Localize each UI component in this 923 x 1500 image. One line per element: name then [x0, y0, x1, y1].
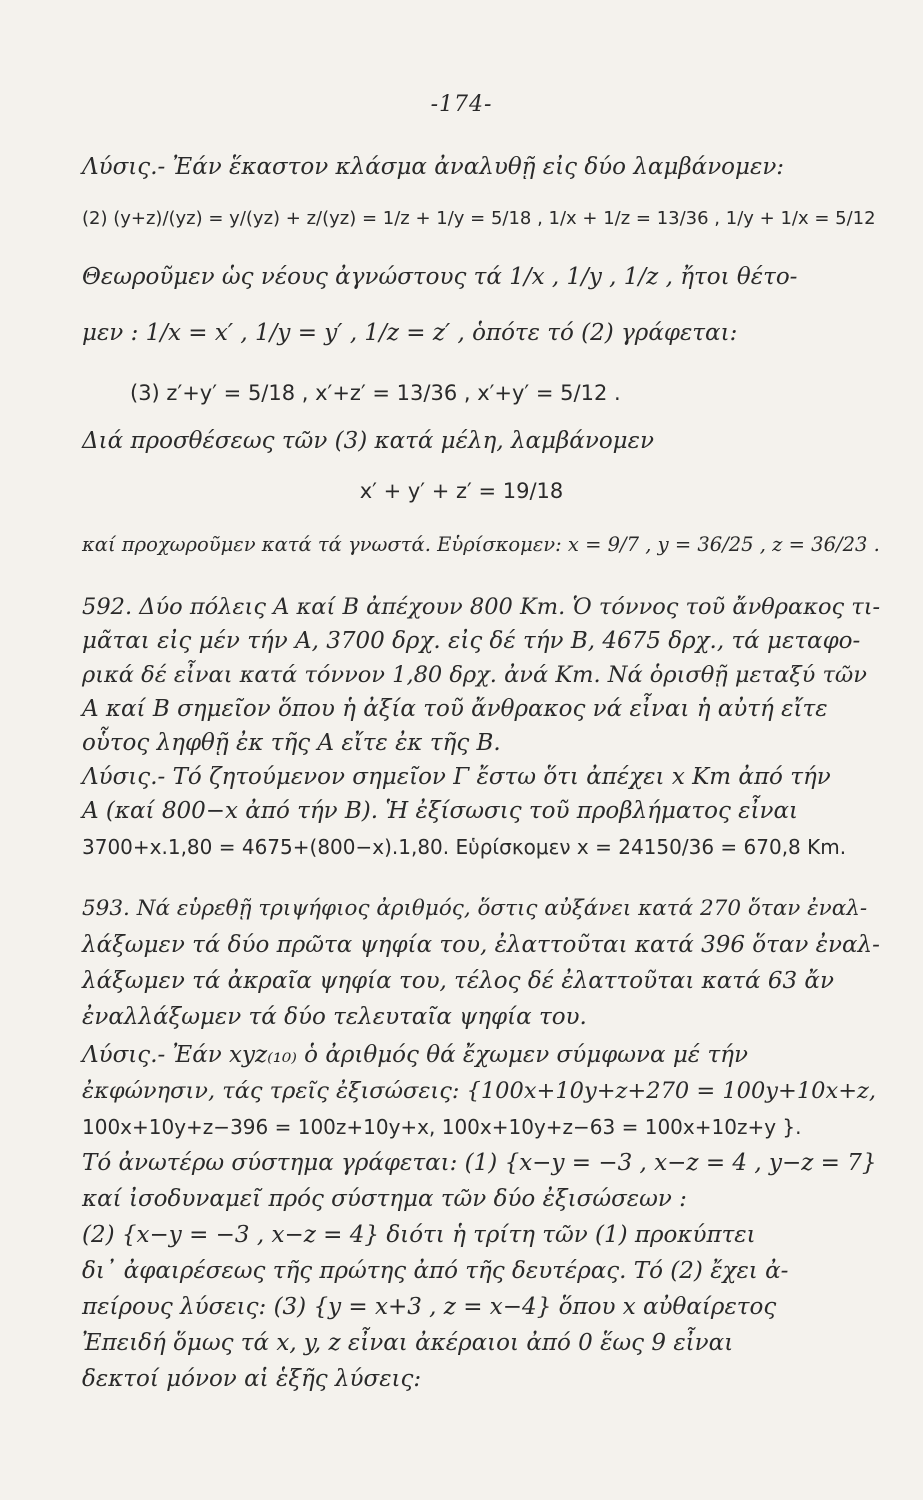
text-line: καί προχωροῦμεν κατά τά γνωστά. Εὑρίσκομεν: x = 9/7 , y = 36/25 , z = 36/23 .	[82, 533, 880, 556]
solution-593-line: πείρους λύσεις: (3) {y = x+3 , z = x−4} ὅπου x αὐθαίρετος	[82, 1294, 777, 1320]
problem-592-line: μᾶται εἰς μέν τήν Α, 3700 δρχ. εἰς δέ τήν Β, 4675 δρχ., τά μεταφο-	[82, 628, 861, 654]
solution-593-line: ἐκφώνησιν, τάς τρεῖς ἐξισώσεις: {100x+10y+z+270 = 100y+10x+z,	[82, 1078, 877, 1104]
equation-line: (2) (y+z)/(yz) = y/(yz) + z/(yz) = 1/z + 1/y = 5/18 , 1/x + 1/z = 13/36 , 1/y + 1/x = 5/12	[82, 208, 876, 229]
solution-593-line: Ἐπειδή ὅμως τά x, y, z εἶναι ἀκέραιοι ἀπό 0 ἕως 9 εἶναι	[82, 1330, 734, 1356]
problem-593-line: ἐναλλάξωμεν τά δύο τελευταῖα ψηφία του.	[82, 1004, 587, 1030]
solution-593-line: δεκτοί μόνον αἱ ἑξῆς λύσεις:	[82, 1366, 422, 1392]
text-line: Διά προσθέσεως τῶν (3) κατά μέλη, λαμβάνομεν	[82, 428, 654, 454]
text-line: μεν : 1/x = x′ , 1/y = y′ , 1/z = z′ , ὁπότε τό (2) γράφεται:	[82, 320, 738, 346]
problem-593-line: λάξωμεν τά ἀκραῖα ψηφία του, τέλος δέ ἐλαττοῦται κατά 63 ἄν	[82, 968, 834, 994]
solution-592-line: Α (καί 800−x ἀπό τήν Β). Ἡ ἐξίσωσις τοῦ προβλήματος εἶναι	[82, 798, 799, 824]
solution-593-line: δι᾽ ἀφαιρέσεως τῆς πρώτης ἀπό τῆς δευτέρας. Τό (2) ἔχει ἀ-	[82, 1258, 789, 1284]
solution-593-line: 100x+10y+z−396 = 100z+10y+x, 100x+10y+z−63 = 100x+10z+y }.	[82, 1115, 802, 1139]
problem-592-line: οὗτος ληφθῇ ἐκ τῆς Α εἴτε ἐκ τῆς Β.	[82, 730, 501, 756]
solution-592-line: Λύσις.- Τό ζητούμενον σημεῖον Γ ἔστω ὅτι ἀπέχει x Km ἀπό τήν	[82, 764, 831, 790]
solution-593-line: (2) {x−y = −3 , x−z = 4} διότι ἡ τρίτη τῶν (1) προκύπτει	[82, 1222, 756, 1248]
equation-line: x′ + y′ + z′ = 19/18	[359, 479, 564, 503]
solution-593-line: Λύσις.- Ἐάν xyz₍₁₀₎ ὁ ἀριθμός θά ἔχωμεν σύμφωνα μέ τήν	[82, 1042, 748, 1068]
solution-593-line: καί ἰσοδυναμεῖ πρός σύστημα τῶν δύο ἐξισώσεων :	[82, 1186, 687, 1212]
problem-592-line: Α καί Β σημεῖον ὅπου ἡ ἀξία τοῦ ἄνθρακος νά εἶναι ἡ αὐτή εἴτε	[82, 696, 828, 722]
problem-592-line: ρικά δέ εἶναι κατά τόννον 1,80 δρχ. ἀνά Km. Νά ὁρισθῇ μεταξύ τῶν	[82, 662, 867, 688]
problem-593-line: 593. Νά εὑρεθῇ τριψήφιος ἀριθμός, ὅστις αὐξάνει κατά 270 ὅταν ἐναλ-	[82, 896, 868, 921]
solution-593-line: Τό ἀνωτέρω σύστημα γράφεται: (1) {x−y = −3 , x−z = 4 , y−z = 7}	[82, 1150, 877, 1176]
page-number: -174-	[430, 92, 493, 117]
solution-592-line: 3700+x.1,80 = 4675+(800−x).1,80. Εὑρίσκομεν x = 24150/36 = 670,8 Km.	[82, 835, 847, 859]
equation-line: (3) z′+y′ = 5/18 , x′+z′ = 13/36 , x′+y′ = 5/12 .	[130, 381, 621, 405]
text-line: Θεωροῦμεν ὡς νέους ἀγνώστους τά 1/x , 1/y , 1/z , ἤτοι θέτο-	[82, 264, 798, 290]
problem-592-line: 592. Δύο πόλεις Α καί Β ἀπέχουν 800 Km. Ὁ τόννος τοῦ ἄνθρακος τι-	[82, 594, 881, 620]
problem-593-line: λάξωμεν τά δύο πρῶτα ψηφία του, ἐλαττοῦται κατά 396 ὅταν ἐναλ-	[82, 932, 880, 958]
text-line: Λύσις.- Ἐάν ἕκαστον κλάσμα ἀναλυθῇ εἰς δύο λαμβάνομεν:	[82, 154, 785, 180]
